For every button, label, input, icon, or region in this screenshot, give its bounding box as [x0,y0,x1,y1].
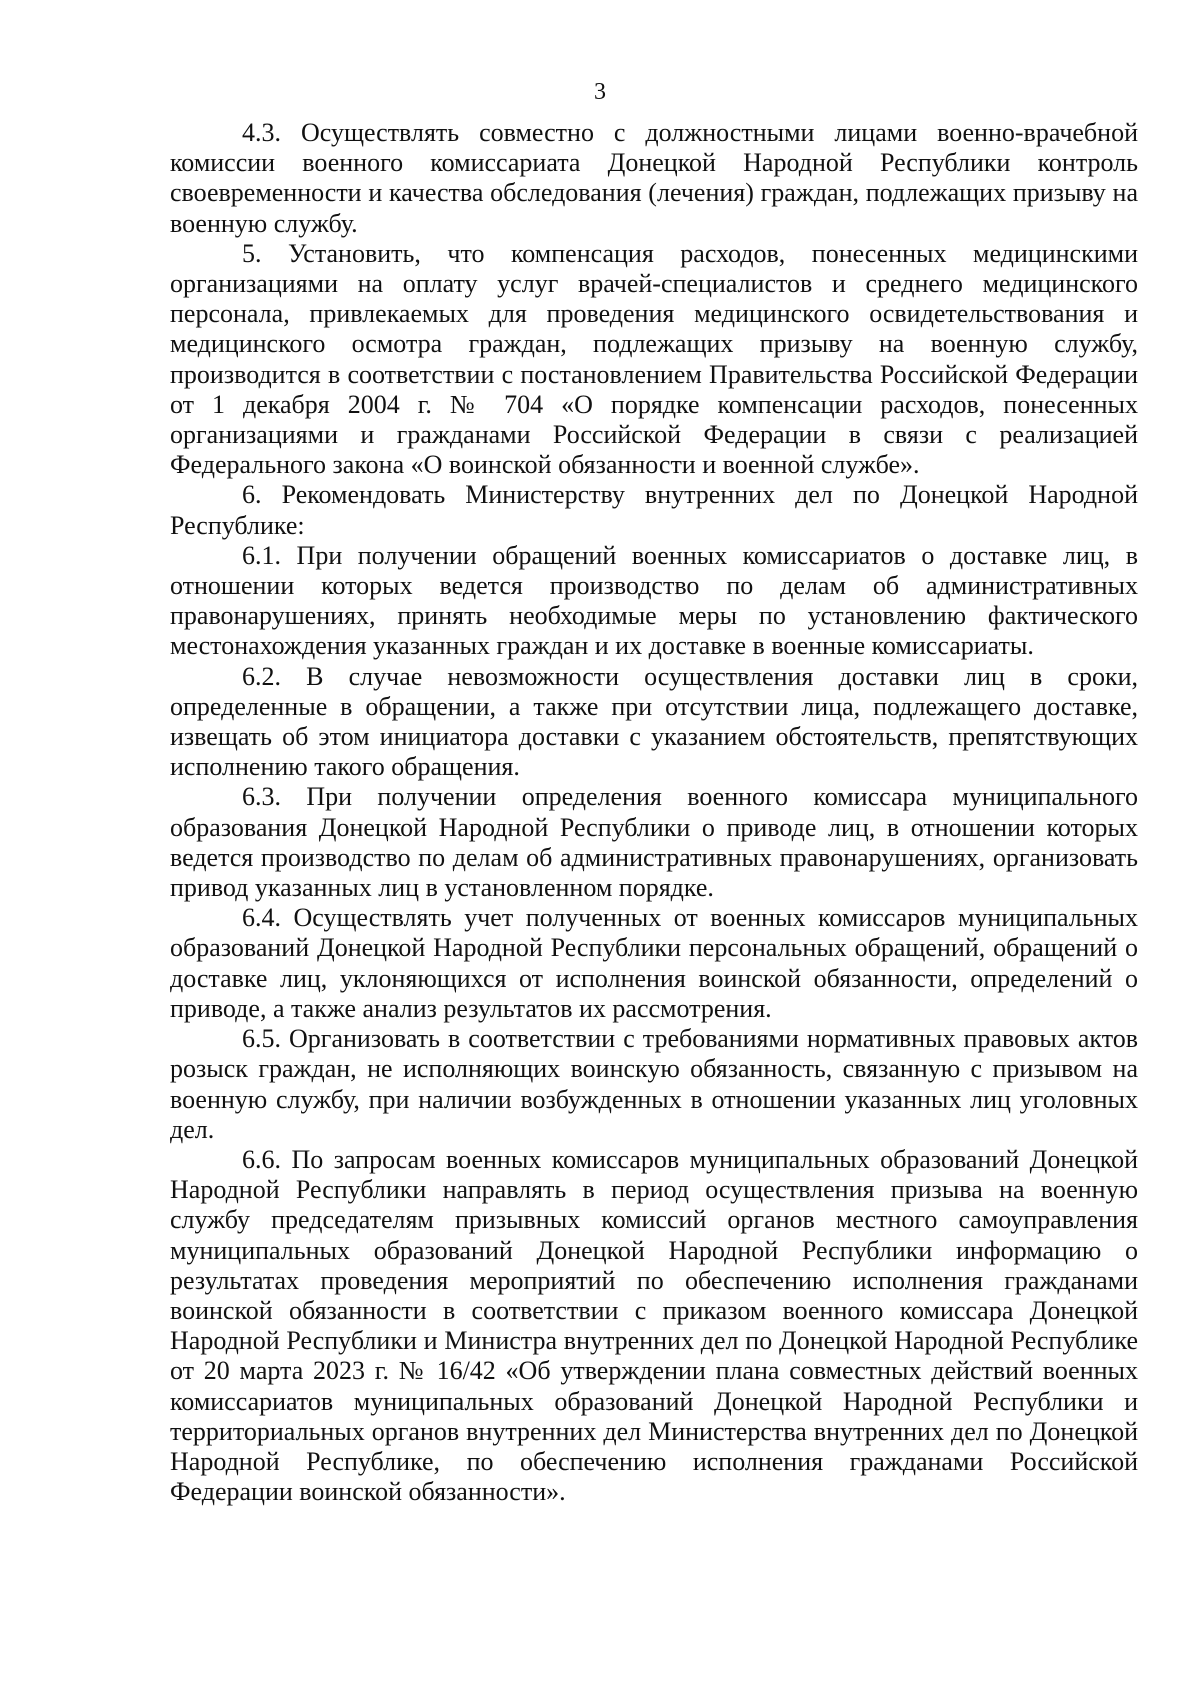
paragraph-6-4: 6.4. Осуществлять учет полученных от военных комиссаров муниципальных образований Донецкой Народной Республики персональных обращений, обращений о доставке лиц, уклоняющихся от исполнения воинской обязанности, определений о приводе, а также анализ результатов их рассмотрения. [170,903,1138,1023]
document-body [170,118,1138,1507]
paragraph-4-3: 4.3. Осуществлять совместно с должностными лицами военно-врачебной комиссии военного комиссариата Донецкой Народной Республики контроль своевременности и качества обследования (лечения) граждан, подлежащих призыву на военную службу. [170,118,1138,238]
paragraph-6-2: 6.2. В случае невозможности осуществления доставки лиц в сроки, определенные в обращении, а также при отсутствии лица, подлежащего доставке, извещать об этом инициатора доставки с указанием обстоятельств, препятствующих исполнению такого обращения. [170,661,1138,782]
paragraph-6-5: 6.5. Организовать в соответствии с требованиями нормативных правовых актов розыск граждан, не исполняющих воинскую обязанность, связанную с призывом на военную службу, при наличии возбужденных в отношении указанных лиц уголовных дел. [170,1024,1138,1144]
paragraph-6-3: 6.3. При получении определения военного комиссара муниципального образования Донецкой Народной Республики о приводе лиц, в отношении которых ведется производство по делам об административных правонарушениях, организовать привод указанных лиц в установленном порядке. [170,782,1138,903]
paragraph-6: 6. Рекомендовать Министерству внутренних дел по Донецкой Народной Республике: [170,480,1138,540]
paragraph-6-6: 6.6. По запросам военных комиссаров муниципальных образований Донецкой Народной Республики направлять в период осуществления призыва на военную службу председателям призывных комиссий органов местного самоуправления муниципальных образований Донецкой Народной Республики информацию о результатах проведения мероприятий по обеспечению исполнения гражданами воинской обязанности в соответствии с приказом военного комиссара Донецкой Народной Республики и Министра внутренних дел по Донецкой Народной Республике от 20 марта 2023 г. № 16/42 «Об утверждении плана совместных действий военных комиссариатов муниципальных образований Донецкой Народной Республики и территориальных органов внутренних дел Министерства внутренних дел по Донецкой Народной Республике, по обеспечению исполнения гражданами Российской Федерации воинской обязанности». [170,1144,1138,1507]
paragraph-6-1: 6.1. При получении обращений военных комиссариатов о доставке лиц, в отношении которых ведется производство по делам об административных правонарушениях, принять необходимые меры по установлению фактического местонахождения указанных граждан и их доставке в военные комиссариаты. [170,540,1138,661]
paragraph-5: 5. Установить, что компенсация расходов, понесенных медицинскими организациями на оплату услуг врачей-специалистов и среднего медицинского персонала, привлекаемых для проведения медицинского освидетельствования и медицинского осмотра граждан, подлежащих призыву на военную службу, производится в соответствии с постановлением Правительства Российской Федерации от 1 декабря 2004 г. № 704 «О порядке компенсации расходов, понесенных организациями и гражданами Российской Федерации в связи с реализацией Федерального закона «О воинской обязанности и военной службе». [170,238,1138,480]
page-number: 3 [594,79,606,105]
